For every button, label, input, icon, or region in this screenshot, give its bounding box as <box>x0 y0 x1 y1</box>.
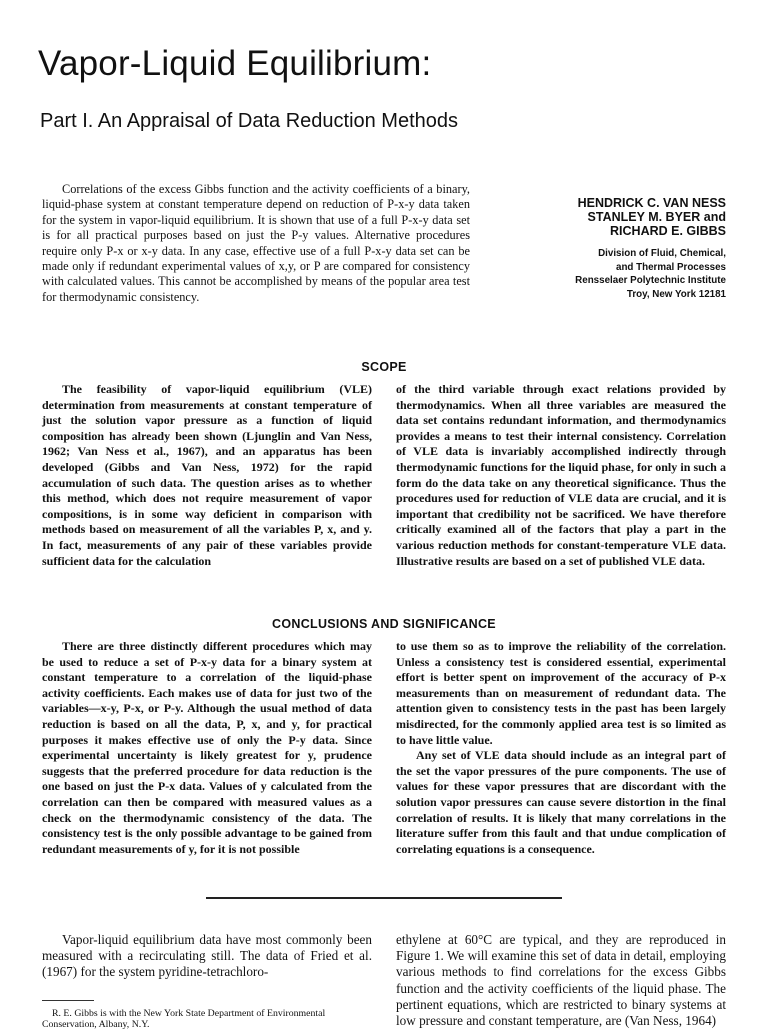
affiliation-line: Troy, New York 12181 <box>626 288 726 300</box>
body-paragraph: Vapor-liquid equilibrium data have most commonly been measured with a recirculating still. The data of Fried et al. (1967) for the system pyridine-tetrachloro- <box>42 932 372 980</box>
scope-heading: SCOPE <box>361 360 407 374</box>
body-left-column <box>42 932 372 981</box>
section-divider <box>206 897 562 899</box>
conclusions-right-paragraph: to use them so as to improve the reliability of the correlation. Unless a consistency test is considered essential, experimental effort is better spent on improvement of the accuracy of P-x measurements than on measurement of redundant data. The attention given to consistency tests in the past has been largely misdirected, for the commonly applied area test is so limited as to have little value. <box>396 639 726 747</box>
abstract: Correlations of the excess Gibbs function and the activity coefficients of a binary, liquid-phase system at constant temperature depend on reduction of P-x-y data taken for the system in vapor-liquid equilibrium. It is shown that use of a full P-x-y data set is for all practical purposes based on just the P-y values. Alternative procedures require only P-x or x-y data. In any case, effective use of a full P-x-y data set can be made only if redundant experimental values of x,y, or P are compared for consistency with calculated values. This cannot be accomplished by means of the popular area test for thermodynamic consistency. <box>42 182 470 304</box>
affiliation-line: Division of Fluid, Chemical, <box>598 248 726 259</box>
footnote: R. E. Gibbs is with the New York State Department of Environmental Conservation, Albany, N.Y. <box>42 1008 326 1030</box>
conclusions-right-paragraph: Any set of VLE data should include as an integral part of the set the vapor pressures of the pure components. The use of values for these vapor pressures that are discordant with the solution vapor pressures can cause severe distortion in the final correlation of results. It is likely that many correlations in the literature suffer from this fault and that undue complication of correlating equations is a consequence. <box>396 748 726 856</box>
scope-left-column <box>42 382 372 569</box>
author-name: STANLEY M. BYER and <box>587 210 726 224</box>
author-block <box>506 196 726 238</box>
affiliation-block <box>466 247 726 301</box>
body-right-column <box>396 932 726 1029</box>
conclusions-heading: CONCLUSIONS AND SIGNIFICANCE <box>272 617 496 631</box>
paper-subtitle: Part I. An Appraisal of Data Reduction Methods <box>40 110 459 132</box>
conclusions-right-column <box>396 639 726 857</box>
scope-left-paragraph: The feasibility of vapor-liquid equilibrium (VLE) determination from measurements at constant temperature of just the solution vapor pressure as a function of liquid composition has already been shown (Ljunglin and Van Ness, 1962; Van Ness et al., 1967), and an apparatus has been developed (Gibbs and Van Ness, 1972) for the rapid accumulation of such data. The question arises as to whether this method, which does not require measurement of vapor compositions, is in some way deficient in comparison with methods based on measurement of all the variables P, x, and y. In fact, measurements of any pair of these variables provide sufficient data for the calculation <box>42 382 372 568</box>
scope-right-column <box>396 382 726 569</box>
body-paragraph: ethylene at 60°C are typical, and they are reproduced in Figure 1. We will examine this set of data in detail, employing various methods to find correlations for the excess Gibbs function and the activity coefficients of the liquid phase. The pertinent equations, which are restricted to binary systems at low pressure and constant temperature, are (Van Ness, 1964) <box>396 932 726 1029</box>
paper-title: Vapor-Liquid Equilibrium: <box>38 44 432 83</box>
affiliation-line: and Thermal Processes <box>616 261 726 273</box>
footnote-rule <box>42 1000 94 1001</box>
author-name: RICHARD E. GIBBS <box>610 224 726 238</box>
conclusions-left-column <box>42 639 372 857</box>
scope-right-paragraph: of the third variable through exact relations provided by thermodynamics. When all three variables are measured the data set contains redundant information, and thermodynamics provides a means to test their internal consistency. Correlation of VLE data is invariably accomplished indirectly through thermodynamic functions for the liquid phase, for only in such a form do the data take on any theoretical significance. Thus the procedures used for reduction of VLE data are crucial, and it is important that credibility not be sacrificed. We have therefore critically examined all of the factors that play a part in the various reduction methods for constant-temperature VLE data. Illustrative results are based on a set of published VLE data. <box>396 382 726 568</box>
conclusions-left-paragraph: There are three distinctly different procedures which may be used to reduce a set of P-x-y data for a binary system at constant temperature to a correlation of the liquid-phase activity coefficients. Each makes use of data for just two of the variables—x-y, P-x, or P-y. Although the usual method of data reduction is based on all the data, P, x, and y, for practical purposes it makes effective use of only the P-y data. Since experimental uncertainty is likely greatest for y, prudence suggests that the preferred procedure for data reduction is the one based on just the P-x data. Values of y calculated from the correlation can then be compared with measured values as a check on the thermodynamic consistency of the data. The consistency test is the only possible advantage to be gained from redundant measurements of y, for it is not possible <box>42 639 372 856</box>
affiliation-line: Rensselaer Polytechnic Institute <box>575 275 726 286</box>
author-name: HENDRICK C. VAN NESS <box>577 196 726 210</box>
